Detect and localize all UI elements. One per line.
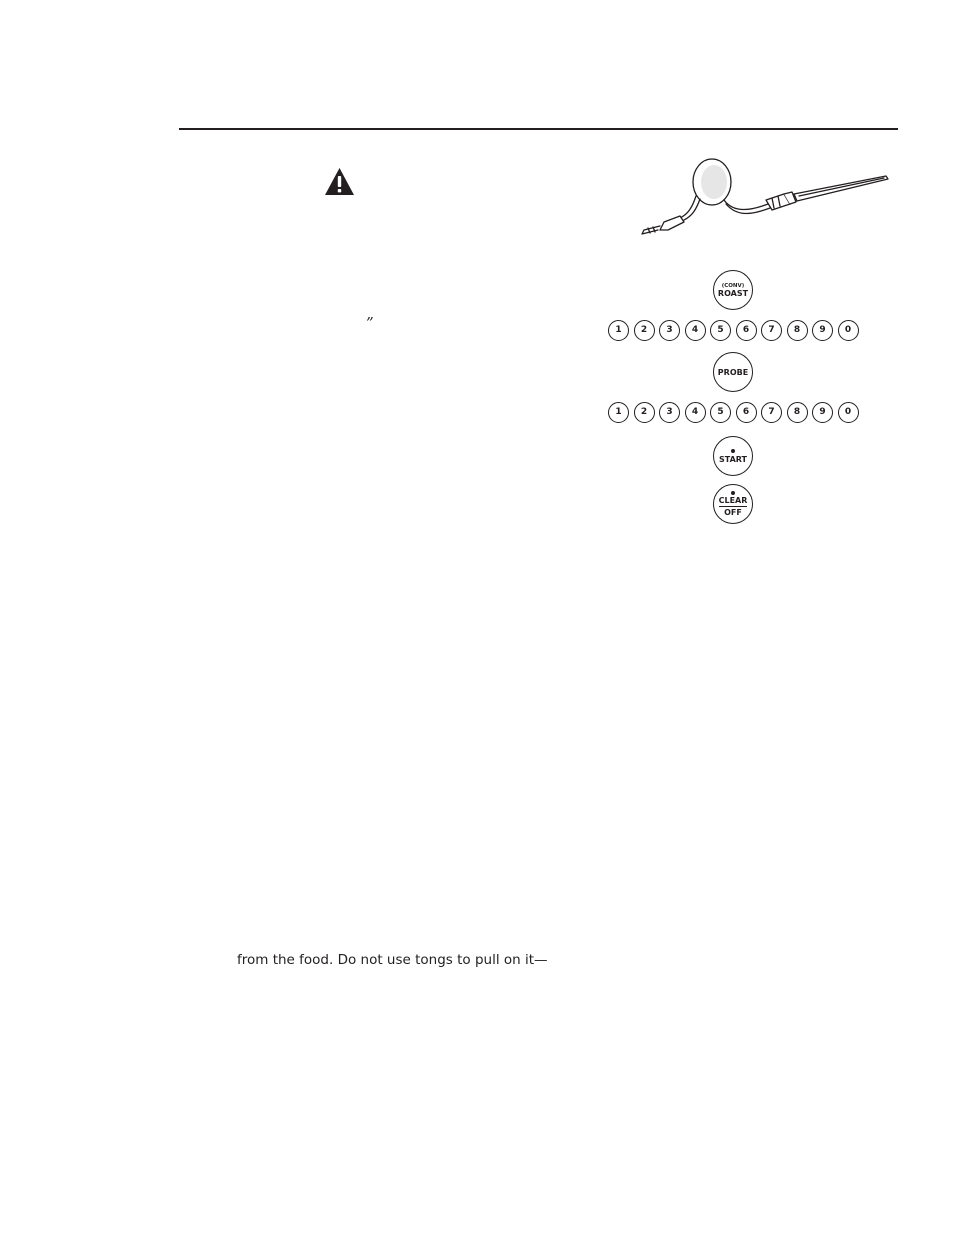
probe-removal-text: from the food. Do not use tongs to pull on it—	[237, 952, 548, 968]
roast-label: ROAST	[717, 288, 749, 298]
header-rule	[179, 128, 898, 130]
number-key-0[interactable]: 0	[838, 320, 859, 341]
number-key-9[interactable]: 9	[812, 320, 833, 341]
number-key-1[interactable]: 1	[608, 320, 629, 341]
clear-indicator-dot	[731, 491, 735, 495]
number-key-8[interactable]: 8	[787, 320, 808, 341]
number-key-0[interactable]: 0	[838, 402, 859, 423]
stray-quote-mark: ”	[366, 314, 374, 332]
conv-label: (CONV)	[721, 282, 745, 289]
number-key-6[interactable]: 6	[736, 320, 757, 341]
number-key-3[interactable]: 3	[659, 320, 680, 341]
number-key-4[interactable]: 4	[685, 320, 706, 341]
start-label: START	[718, 454, 748, 464]
number-key-4[interactable]: 4	[685, 402, 706, 423]
number-key-8[interactable]: 8	[787, 402, 808, 423]
start-key[interactable]	[713, 436, 753, 476]
number-key-6[interactable]: 6	[736, 402, 757, 423]
probe-key[interactable]	[713, 352, 753, 392]
number-pad-row-1	[608, 320, 862, 342]
probe-label: PROBE	[717, 367, 749, 377]
temperature-probe-icon	[634, 152, 892, 236]
off-label: OFF	[724, 508, 742, 517]
number-key-2[interactable]: 2	[634, 320, 655, 341]
number-key-5[interactable]: 5	[710, 402, 731, 423]
clear-off-key[interactable]	[713, 484, 753, 524]
number-key-7[interactable]: 7	[761, 402, 782, 423]
clear-label: CLEAR	[718, 496, 748, 505]
number-key-5[interactable]: 5	[710, 320, 731, 341]
number-key-2[interactable]: 2	[634, 402, 655, 423]
conv-roast-key[interactable]	[713, 270, 753, 310]
number-key-3[interactable]: 3	[659, 402, 680, 423]
number-key-7[interactable]: 7	[761, 320, 782, 341]
start-indicator-dot	[731, 449, 735, 453]
number-pad-row-2	[608, 402, 862, 424]
number-key-1[interactable]: 1	[608, 402, 629, 423]
number-key-9[interactable]: 9	[812, 402, 833, 423]
warning-triangle-icon	[324, 167, 355, 196]
